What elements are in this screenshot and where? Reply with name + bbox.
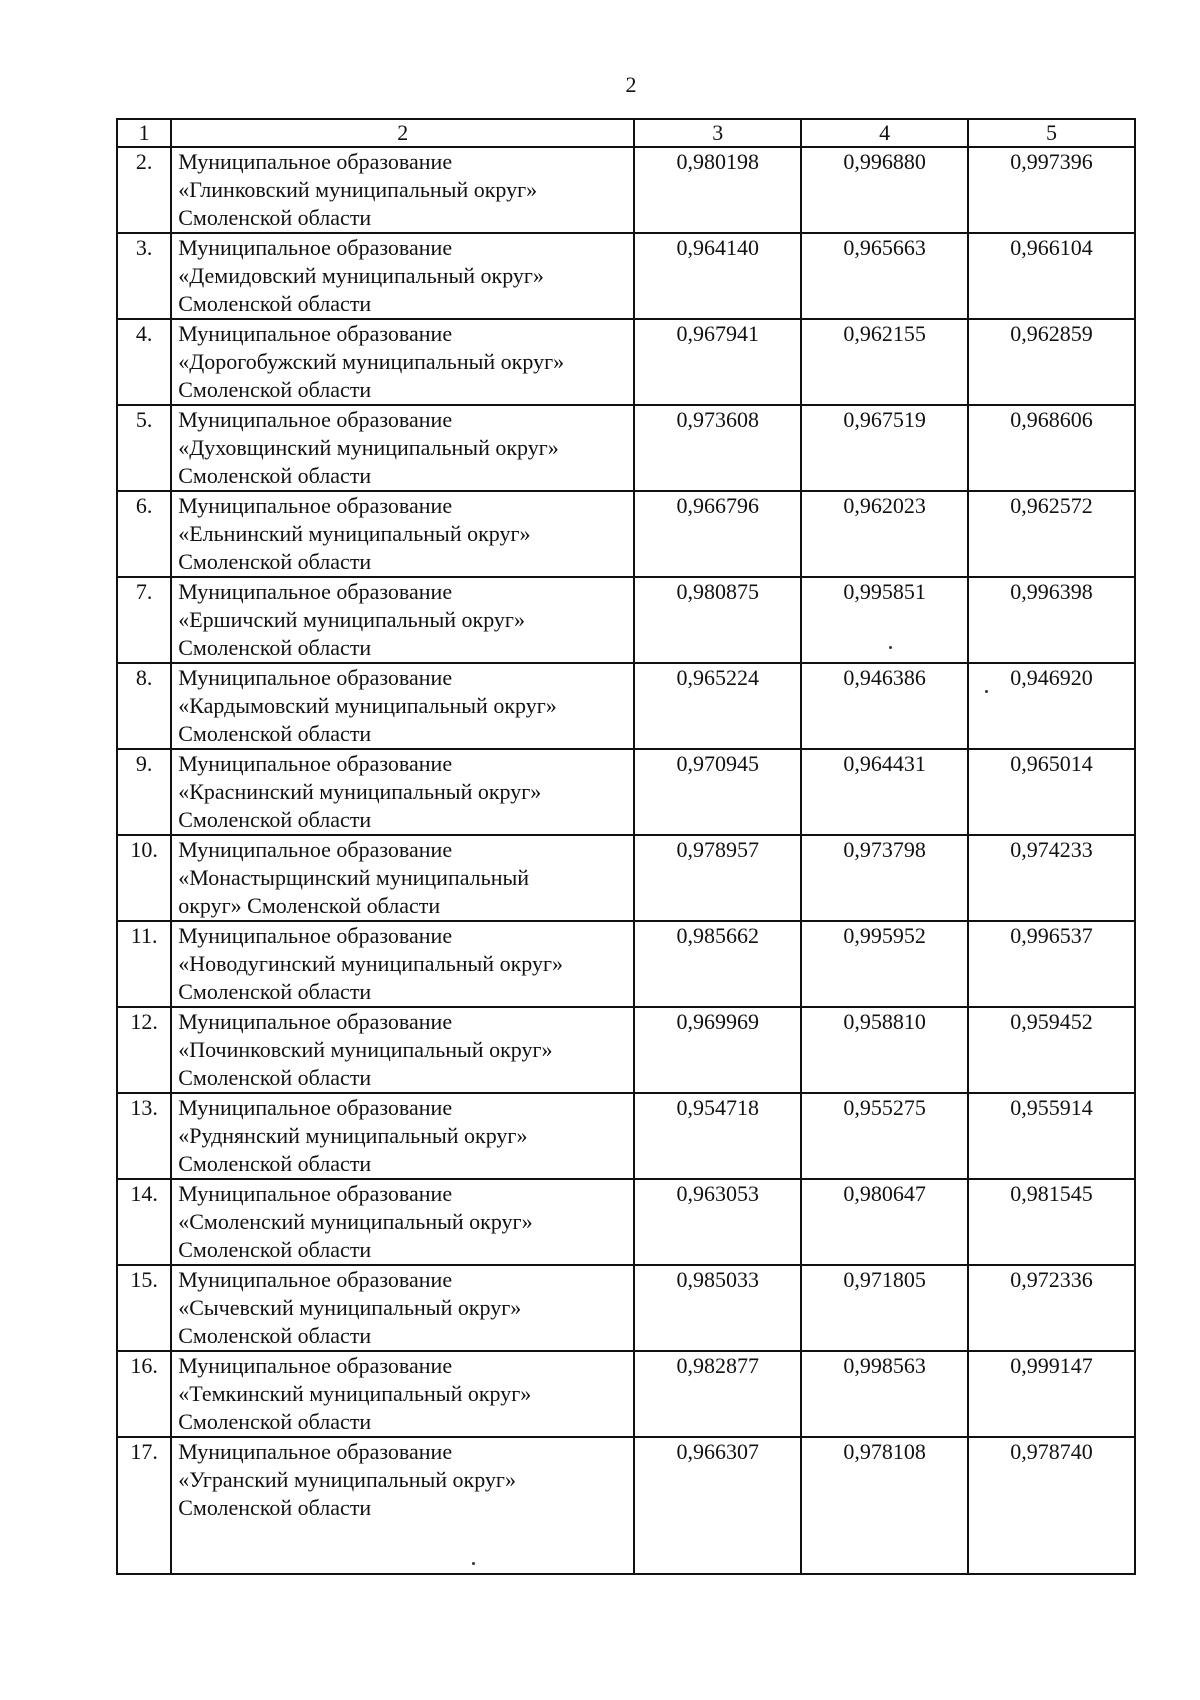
value-col-4: 0,995952 [801,921,968,1007]
row-number: 10. [117,835,171,921]
municipality-name [171,921,634,1007]
row-number: 3. [117,233,171,319]
value-col-5: 0,996537 [968,921,1135,1007]
scan-speck [472,1562,475,1565]
municipality-name-line: «Ершичский муниципальный округ» [178,607,525,632]
municipality-name-line: Смоленской области [178,377,372,402]
municipality-name-line: Муниципальное образование [178,1353,453,1378]
municipality-name-line: «Ельнинский муниципальный округ» [178,521,531,546]
value-col-5: 0,962859 [968,319,1135,405]
value-col-4: 0,967519 [801,405,968,491]
value-col-4: 0,946386 [801,663,968,749]
municipality-name-line: Смоленской области [178,721,372,746]
value-col-3: 0,969969 [634,1007,801,1093]
value-col-5: 0,966104 [968,233,1135,319]
municipality-name [171,405,634,491]
municipality-name [171,1351,634,1437]
value-col-5: 0,981545 [968,1179,1135,1265]
table-row [117,1265,1135,1351]
row-number: 4. [117,319,171,405]
table-row [117,1179,1135,1265]
municipality-name-line: Муниципальное образование [178,1095,453,1120]
municipality-name-line: «Руднянский муниципальный округ» [178,1123,528,1148]
municipality-name-line: «Угранский муниципальный округ» [178,1467,516,1492]
table-row [117,663,1135,749]
row-number: 12. [117,1007,171,1093]
value-col-4: 0,962023 [801,491,968,577]
value-col-3: 0,978957 [634,835,801,921]
municipality-name-line: «Темкинский муниципальный округ» [178,1381,532,1406]
column-header: 3 [634,119,801,147]
municipality-name-line: Муниципальное образование [178,493,453,518]
row-number: 16. [117,1351,171,1437]
row-number: 11. [117,921,171,1007]
row-number: 2. [117,147,171,233]
table-row [117,1351,1135,1437]
scan-speck [889,646,892,649]
table-header-row [117,119,1135,147]
value-col-3: 0,966307 [634,1437,801,1574]
municipality-name [171,663,634,749]
municipality-name-line: Муниципальное образование [178,235,453,260]
municipality-name-line: Муниципальное образование [178,1009,453,1034]
municipality-name [171,1265,634,1351]
municipality-name-line: «Новодугинский муниципальный округ» [178,951,563,976]
page-number: 2 [625,72,637,97]
municipality-name-line: Муниципальное образование [178,407,453,432]
table-row [117,835,1135,921]
municipality-name-line: Смоленской области [178,291,372,316]
table-row [117,577,1135,663]
value-col-3: 0,985662 [634,921,801,1007]
municipality-name [171,491,634,577]
municipality-name-line: Смоленской области [178,979,372,1004]
municipality-name-line: Смоленской области [178,1065,372,1090]
municipality-name-line: «Починковский муниципальный округ» [178,1037,553,1062]
municipality-name [171,1437,634,1574]
value-col-3: 0,966796 [634,491,801,577]
municipality-name-line: Смоленской области [178,549,372,574]
row-number: 7. [117,577,171,663]
municipality-name-line: Муниципальное образование [178,1181,453,1206]
value-col-4: 0,973798 [801,835,968,921]
value-col-5: 0,959452 [968,1007,1135,1093]
row-number: 14. [117,1179,171,1265]
column-header: 1 [117,119,171,147]
municipality-name-line: «Краснинский муниципальный округ» [178,779,542,804]
value-col-5: 0,955914 [968,1093,1135,1179]
value-col-4: 0,995851 [801,577,968,663]
municipality-name-line: «Кардымовский муниципальный округ» [178,693,557,718]
table-row [117,319,1135,405]
municipality-name-line: Смоленской области [178,463,372,488]
table-row [117,491,1135,577]
value-col-3: 0,954718 [634,1093,801,1179]
value-col-3: 0,982877 [634,1351,801,1437]
value-col-4: 0,996880 [801,147,968,233]
row-number: 6. [117,491,171,577]
municipality-name-line: Муниципальное образование [178,1439,453,1464]
value-col-4: 0,965663 [801,233,968,319]
value-col-3: 0,980198 [634,147,801,233]
municipality-name-line: округ» Смоленской области [178,893,441,918]
value-col-5: 0,996398 [968,577,1135,663]
value-col-5: 0,974233 [968,835,1135,921]
value-col-5: 0,997396 [968,147,1135,233]
municipality-name-line: «Смоленский муниципальный округ» [178,1209,533,1234]
table-row [117,921,1135,1007]
municipality-name-line: Смоленской области [178,1237,372,1262]
municipality-name-line: Муниципальное образование [178,837,453,862]
municipality-name [171,1179,634,1265]
municipality-name-line: Муниципальное образование [178,665,453,690]
table-row [117,1437,1135,1574]
municipality-name-line: «Духовщинский муниципальный округ» [178,435,559,460]
value-col-3: 0,973608 [634,405,801,491]
data-table [116,118,1136,1575]
municipality-name-line: Муниципальное образование [178,923,453,948]
municipality-name-line: «Монастырщинский муниципальный [178,865,530,890]
municipality-name-line: «Дорогобужский муниципальный округ» [178,349,565,374]
table-row [117,405,1135,491]
value-col-3: 0,970945 [634,749,801,835]
municipality-name-line: Муниципальное образование [178,321,453,346]
municipality-name [171,1007,634,1093]
value-col-5: 0,968606 [968,405,1135,491]
scan-speck [985,690,988,693]
value-col-3: 0,967941 [634,319,801,405]
municipality-name-line: Смоленской области [178,807,372,832]
value-col-3: 0,980875 [634,577,801,663]
municipality-name [171,749,634,835]
row-number: 8. [117,663,171,749]
column-header: 2 [171,119,634,147]
municipality-name [171,577,634,663]
row-number: 9. [117,749,171,835]
municipality-name-line: Смоленской области [178,1151,372,1176]
row-number: 17. [117,1437,171,1574]
value-col-4: 0,962155 [801,319,968,405]
value-col-4: 0,998563 [801,1351,968,1437]
value-col-4: 0,978108 [801,1437,968,1574]
municipality-name-line: Смоленской области [178,205,372,230]
municipality-name [171,147,634,233]
municipality-name-line: «Глинковский муниципальный округ» [178,177,538,202]
table-row [117,233,1135,319]
value-col-5: 0,999147 [968,1351,1135,1437]
municipality-name-line: Муниципальное образование [178,149,453,174]
value-col-3: 0,965224 [634,663,801,749]
value-col-5: 0,946920 [968,663,1135,749]
table-row [117,147,1135,233]
municipality-name [171,319,634,405]
municipality-name-line: Смоленской области [178,1323,372,1348]
municipality-name [171,835,634,921]
column-header: 5 [968,119,1135,147]
municipality-name-line: «Демидовский муниципальный округ» [178,263,544,288]
value-col-5: 0,978740 [968,1437,1135,1574]
value-col-4: 0,964431 [801,749,968,835]
municipality-name-line: Муниципальное образование [178,751,453,776]
municipality-name [171,233,634,319]
value-col-3: 0,985033 [634,1265,801,1351]
table-row [117,1093,1135,1179]
municipality-name-line: Муниципальное образование [178,579,453,604]
municipality-name-line: Смоленской области [178,1409,372,1434]
municipality-name-line: «Сычевский муниципальный округ» [178,1295,522,1320]
row-number: 5. [117,405,171,491]
municipality-name-line: Муниципальное образование [178,1267,453,1292]
municipality-name [171,1093,634,1179]
table-row [117,749,1135,835]
value-col-4: 0,958810 [801,1007,968,1093]
value-col-3: 0,964140 [634,233,801,319]
municipality-name-line: Смоленской области [178,1495,372,1520]
value-col-3: 0,963053 [634,1179,801,1265]
row-number: 13. [117,1093,171,1179]
column-header: 4 [801,119,968,147]
value-col-4: 0,971805 [801,1265,968,1351]
row-number: 15. [117,1265,171,1351]
value-col-5: 0,965014 [968,749,1135,835]
value-col-4: 0,955275 [801,1093,968,1179]
value-col-5: 0,972336 [968,1265,1135,1351]
municipality-name-line: Смоленской области [178,635,372,660]
value-col-5: 0,962572 [968,491,1135,577]
value-col-4: 0,980647 [801,1179,968,1265]
table-row [117,1007,1135,1093]
